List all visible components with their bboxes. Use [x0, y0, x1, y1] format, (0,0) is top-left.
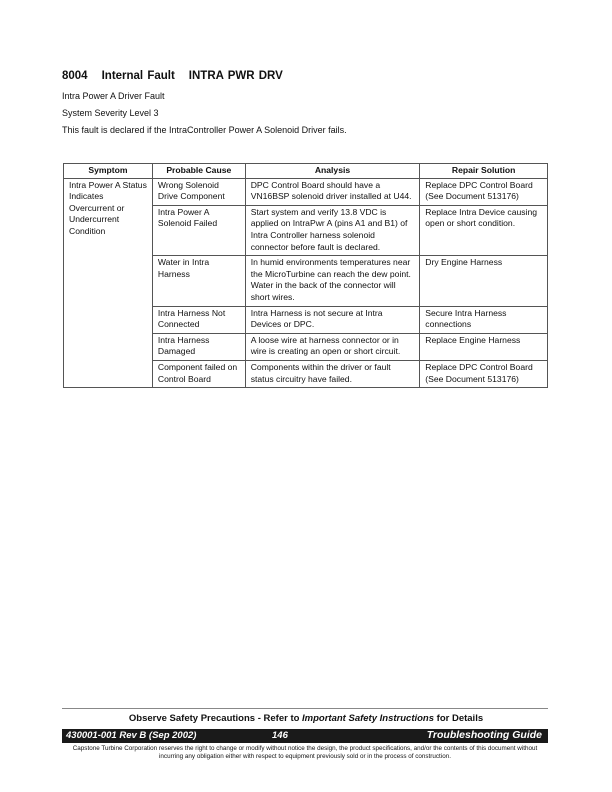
disclaimer: Capstone Turbine Corporation reserves the right to change or modify without notice the design, the product specifications, and/or the contents of this document without incurring any obligation either with respect to equipment previously sold or in the process of construction. — [72, 745, 538, 760]
header-symptom: Symptom — [64, 164, 153, 179]
safety-suffix: for Details — [434, 713, 484, 724]
cause-cell: Wrong Solenoid Drive Component — [152, 178, 245, 205]
repair-cell: Replace DPC Control Board (See Document 513176) — [420, 360, 548, 387]
analysis-cell: A loose wire at harness connector or in wire is creating an open or short circuit. — [245, 333, 420, 360]
footer-bar — [62, 729, 548, 743]
repair-cell: Secure Intra Harness connections — [420, 306, 548, 333]
analysis-cell: Components within the driver or fault status circuitry have failed. — [245, 360, 420, 387]
table-row — [64, 178, 548, 205]
cause-cell: Component failed on Control Board — [152, 360, 245, 387]
header-analysis: Analysis — [245, 164, 420, 179]
severity-level: System Severity Level 3 — [62, 108, 159, 118]
fault-heading — [62, 70, 283, 82]
analysis-cell: DPC Control Board should have a VN16BSP solenoid driver installed at U44. — [245, 178, 420, 205]
footer-divider — [62, 708, 548, 709]
analysis-cell: In humid environments temperatures near the MicroTurbine can reach the dew point. Water in the back of the connector will short wires. — [245, 256, 420, 306]
fault-description: Intra Power A Driver Fault — [62, 91, 165, 101]
fault-type: Internal Fault — [101, 70, 175, 82]
repair-cell: Dry Engine Harness — [420, 256, 548, 306]
symptom-cell: Intra Power A Status Indicates Overcurrent or Undercurrent Condition — [64, 178, 153, 388]
fault-code: 8004 — [62, 70, 88, 82]
troubleshooting-table — [63, 163, 548, 388]
safety-notice — [0, 713, 612, 724]
cause-cell: Intra Harness Damaged — [152, 333, 245, 360]
page-number: 146 — [272, 730, 288, 741]
header-repair-solution: Repair Solution — [420, 164, 548, 179]
guide-title: Troubleshooting Guide — [426, 729, 542, 741]
safety-prefix: Observe Safety Precautions - Refer to — [128, 713, 303, 724]
safety-instructions-reference: Important Safety Instructions — [302, 713, 435, 724]
cause-cell: Intra Harness Not Connected — [152, 306, 245, 333]
cause-cell: Intra Power A Solenoid Failed — [152, 205, 245, 255]
table-header-row — [64, 164, 548, 179]
analysis-cell: Start system and verify 13.8 VDC is applied on IntraPwr A (pins A1 and B1) of Intra Controller harness solenoid connector before fault is declared. — [245, 205, 420, 255]
header-probable-cause: Probable Cause — [152, 164, 245, 179]
analysis-cell: Intra Harness is not secure at Intra Devices or DPC. — [245, 306, 420, 333]
repair-cell: Replace Engine Harness — [420, 333, 548, 360]
document-number: 430001-001 Rev B (Sep 2002) — [66, 730, 197, 741]
fault-declared-text: This fault is declared if the IntraController Power A Solenoid Driver fails. — [62, 125, 347, 135]
repair-cell: Replace DPC Control Board (See Document 513176) — [420, 178, 548, 205]
fault-name: INTRA PWR DRV — [188, 70, 283, 82]
cause-cell: Water in Intra Harness — [152, 256, 245, 306]
repair-cell: Replace Intra Device causing open or short condition. — [420, 205, 548, 255]
